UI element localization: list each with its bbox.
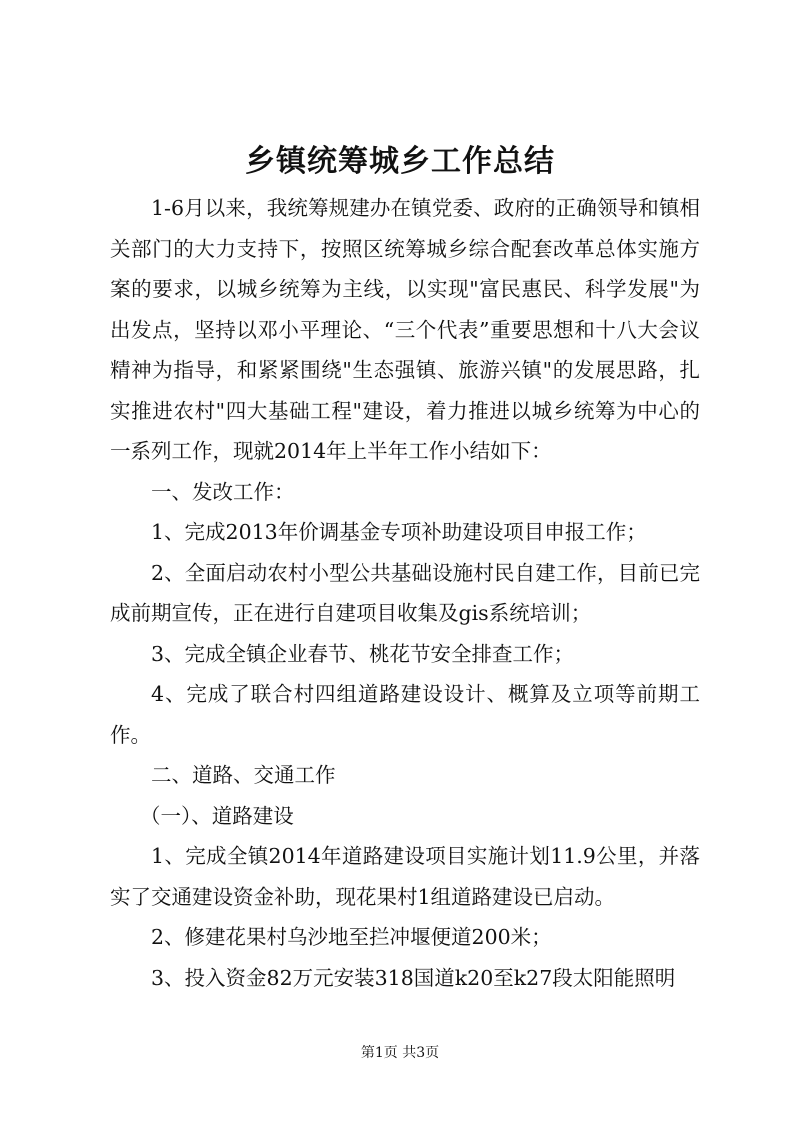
list-item: 1、完成全镇2014年道路建设项目实施计划11.9公里，并落实了交通建设资金补助，现花果村1组道路建设已启动。 — [110, 844, 700, 909]
list-item: 3、完成全镇企业春节、桃花节安全排查工作； — [151, 641, 575, 666]
list-item: 4、完成了联合村四组道路建设设计、概算及立项等前期工作。 — [110, 682, 700, 747]
document-title: 乡镇统筹城乡工作总结 — [245, 144, 555, 179]
list-item: 2、全面启动农村小型公共基础设施村民自建工作，目前已完成前期宣传，正在进行自建项目收集及gis系统培训； — [110, 560, 700, 625]
list-item: 3、投入资金82万元安装318国道k20至k27段太阳能照明 — [151, 965, 676, 990]
subsection-heading-road-construction: （一）、道路建设 — [140, 803, 294, 828]
document-body — [110, 188, 700, 998]
page-footer: 第1页 共3页 — [360, 1045, 440, 1061]
list-item: 2、修建花果村乌沙地至拦冲堰便道200米； — [151, 925, 552, 949]
intro-paragraph: 1-6月以来，我统筹规建办在镇党委、政府的正确领导和镇相关部门的大力支持下，按照区统筹城乡综合配套改革总体实施方案的要求，以城乡统筹为主线，以实现"富民惠民、科学发展"为出发点，坚持以邓小平理论、“三个代表”重要思想和十八大会议精神为指导，和紧紧围绕"生态强镇、旅游兴镇"的发展思路，扎实推进农村"四大基础工程"建设，着力推进以城乡统筹为中心的一系列工作，现就2014年上半年工作小结如下： — [110, 196, 700, 463]
list-item: 1、完成2013年价调基金专项补助建设项目申报工作； — [151, 520, 647, 544]
section-heading-development-reform: 一、发改工作： — [151, 479, 295, 504]
section-heading-roads-transport: 二、道路、交通工作 — [151, 763, 336, 787]
